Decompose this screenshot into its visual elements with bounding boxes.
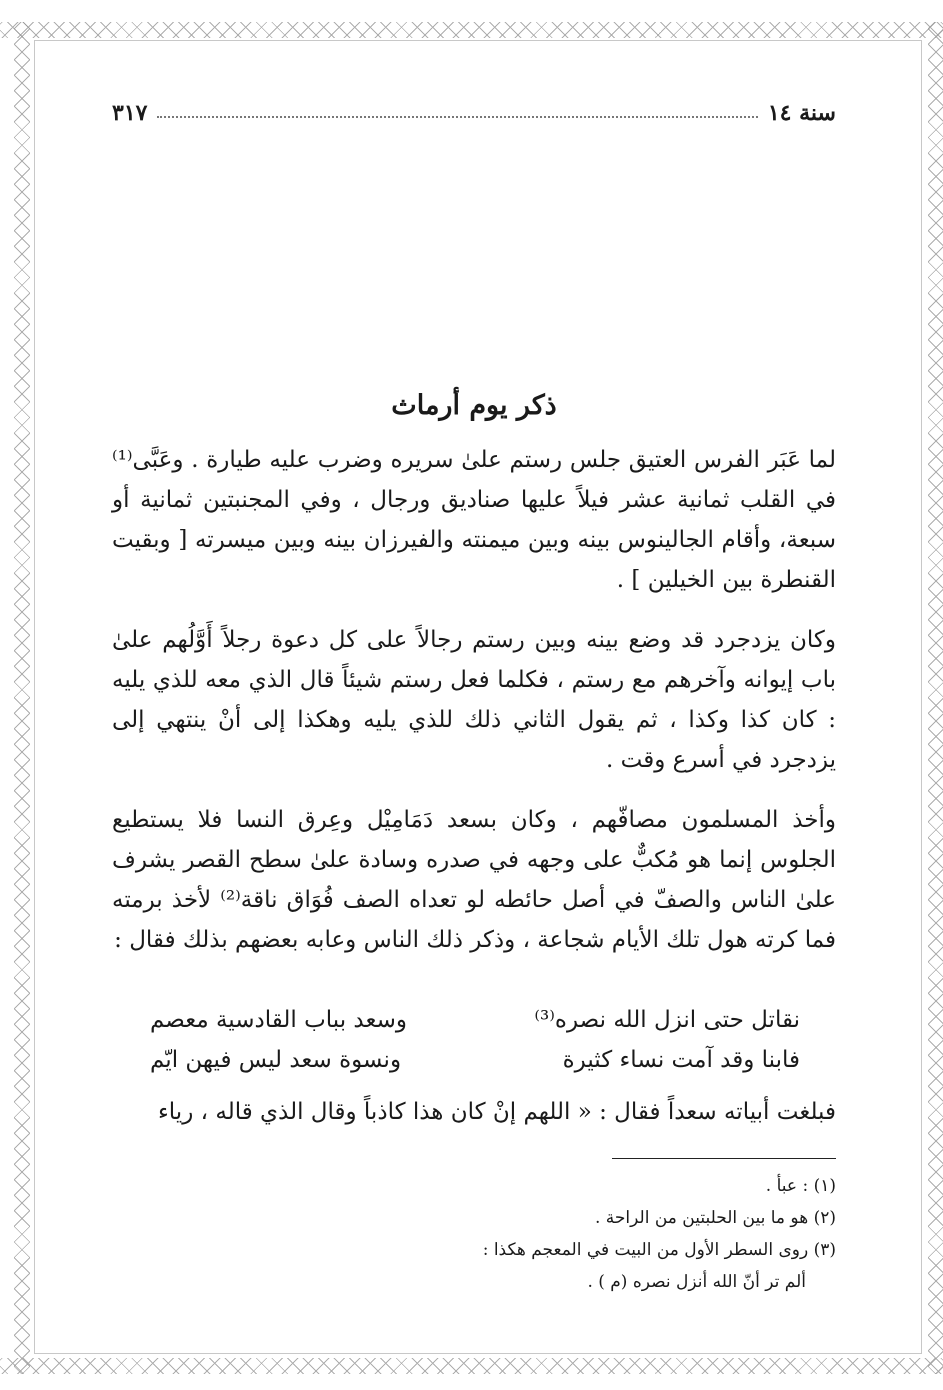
- paragraph-1: لما عَبَر الفرس العتيق جلس رستم علىٰ سريره وضرب عليه طيارة . وعَبَّى⁽¹⁾ في القلب ثمانية عشر فيلاً عليها صناديق ورجال ، وفي المجنبتين ثمانية أو سبعة، وأقام الجالينوس بينه وبين ميمنته والفيرزان بينه وبين ميسرته [ وبقيت القنطرة بين الخيلين ] .: [112, 447, 836, 593]
- poem-verse-2: [150, 1040, 800, 1080]
- paragraph-3: وأخذ المسلمون مصافّهم ، وكان بسعد دَمَامِيْل وعِرق النسا فلا يستطيع الجلوس إنما هو مُكبٌّ على وجهه في صدره وسادة علىٰ سطح القصر يشرف علىٰ الناس والصفّ في أصل حائطه لو تعداه الصف فُوَاق ناقة⁽²⁾ لأخذ برمته فما كرته هول تلك الأيام شجاعة ، وذكر ذلك الناس وعابه بعضهم بذلك فقال :: [112, 807, 836, 953]
- running-header: [112, 96, 836, 130]
- header-year: سنة ١٤: [767, 100, 836, 126]
- verse-2-first-hemistich: فابنا وقد آمت نساء كثيرة: [562, 1047, 800, 1073]
- decorative-border-right: [928, 22, 943, 1374]
- footnote-3: (٣) روى السطر الأول من البيت في المعجم هكذا :: [482, 1240, 836, 1260]
- decorative-border-bottom: [0, 1358, 943, 1374]
- footnote-2: (٢) هو ما بين الحلبتين من الراحة .: [595, 1208, 836, 1228]
- verse-2-second-hemistich: ونسوة سعد ليس فيهن ايّم: [150, 1047, 402, 1073]
- footnote-3-quote: ألم تر أنّ الله أنزل نصره (م ) .: [587, 1272, 806, 1292]
- footnote-1: (١) : عبأ .: [765, 1176, 836, 1196]
- decorative-border-left: [14, 22, 30, 1374]
- paragraph-4: فبلغت أبياته سعداً فقال : « اللهم إنْ كان هذا كاذباً وقال الذي قاله ، رياء: [157, 1099, 836, 1125]
- footnote-separator: [612, 1158, 836, 1159]
- verse-1-first-hemistich: نقاتل حتى انزل الله نصره⁽³⁾: [534, 1007, 800, 1033]
- decorative-border-top: [0, 22, 943, 38]
- poem-verse-1: [150, 1000, 800, 1040]
- page-number: ٣١٧: [112, 100, 148, 126]
- paragraph-2: وكان يزدجرد قد وضع بينه وبين رستم رجالاً على كل دعوة رجلاً أَوَّلُهم علىٰ باب إيوانه وآخرهم مع رستم ، فكلما فعل رستم شيئاً قال الذي معه للذي يليه : كان كذا وكذا ، ثم يقول الثاني ذلك للذي يليه وهكذا إلى أنْ ينتهي إلى يزدجرد في أسرع وقت .: [112, 627, 836, 773]
- verse-1-second-hemistich: وسعد بباب القادسية معصم: [150, 1007, 407, 1033]
- poem-verses: [150, 1000, 800, 1080]
- header-leader-dots: [157, 116, 757, 118]
- section-title: ذكر يوم أرماث: [391, 390, 557, 421]
- footnotes: [300, 1170, 836, 1298]
